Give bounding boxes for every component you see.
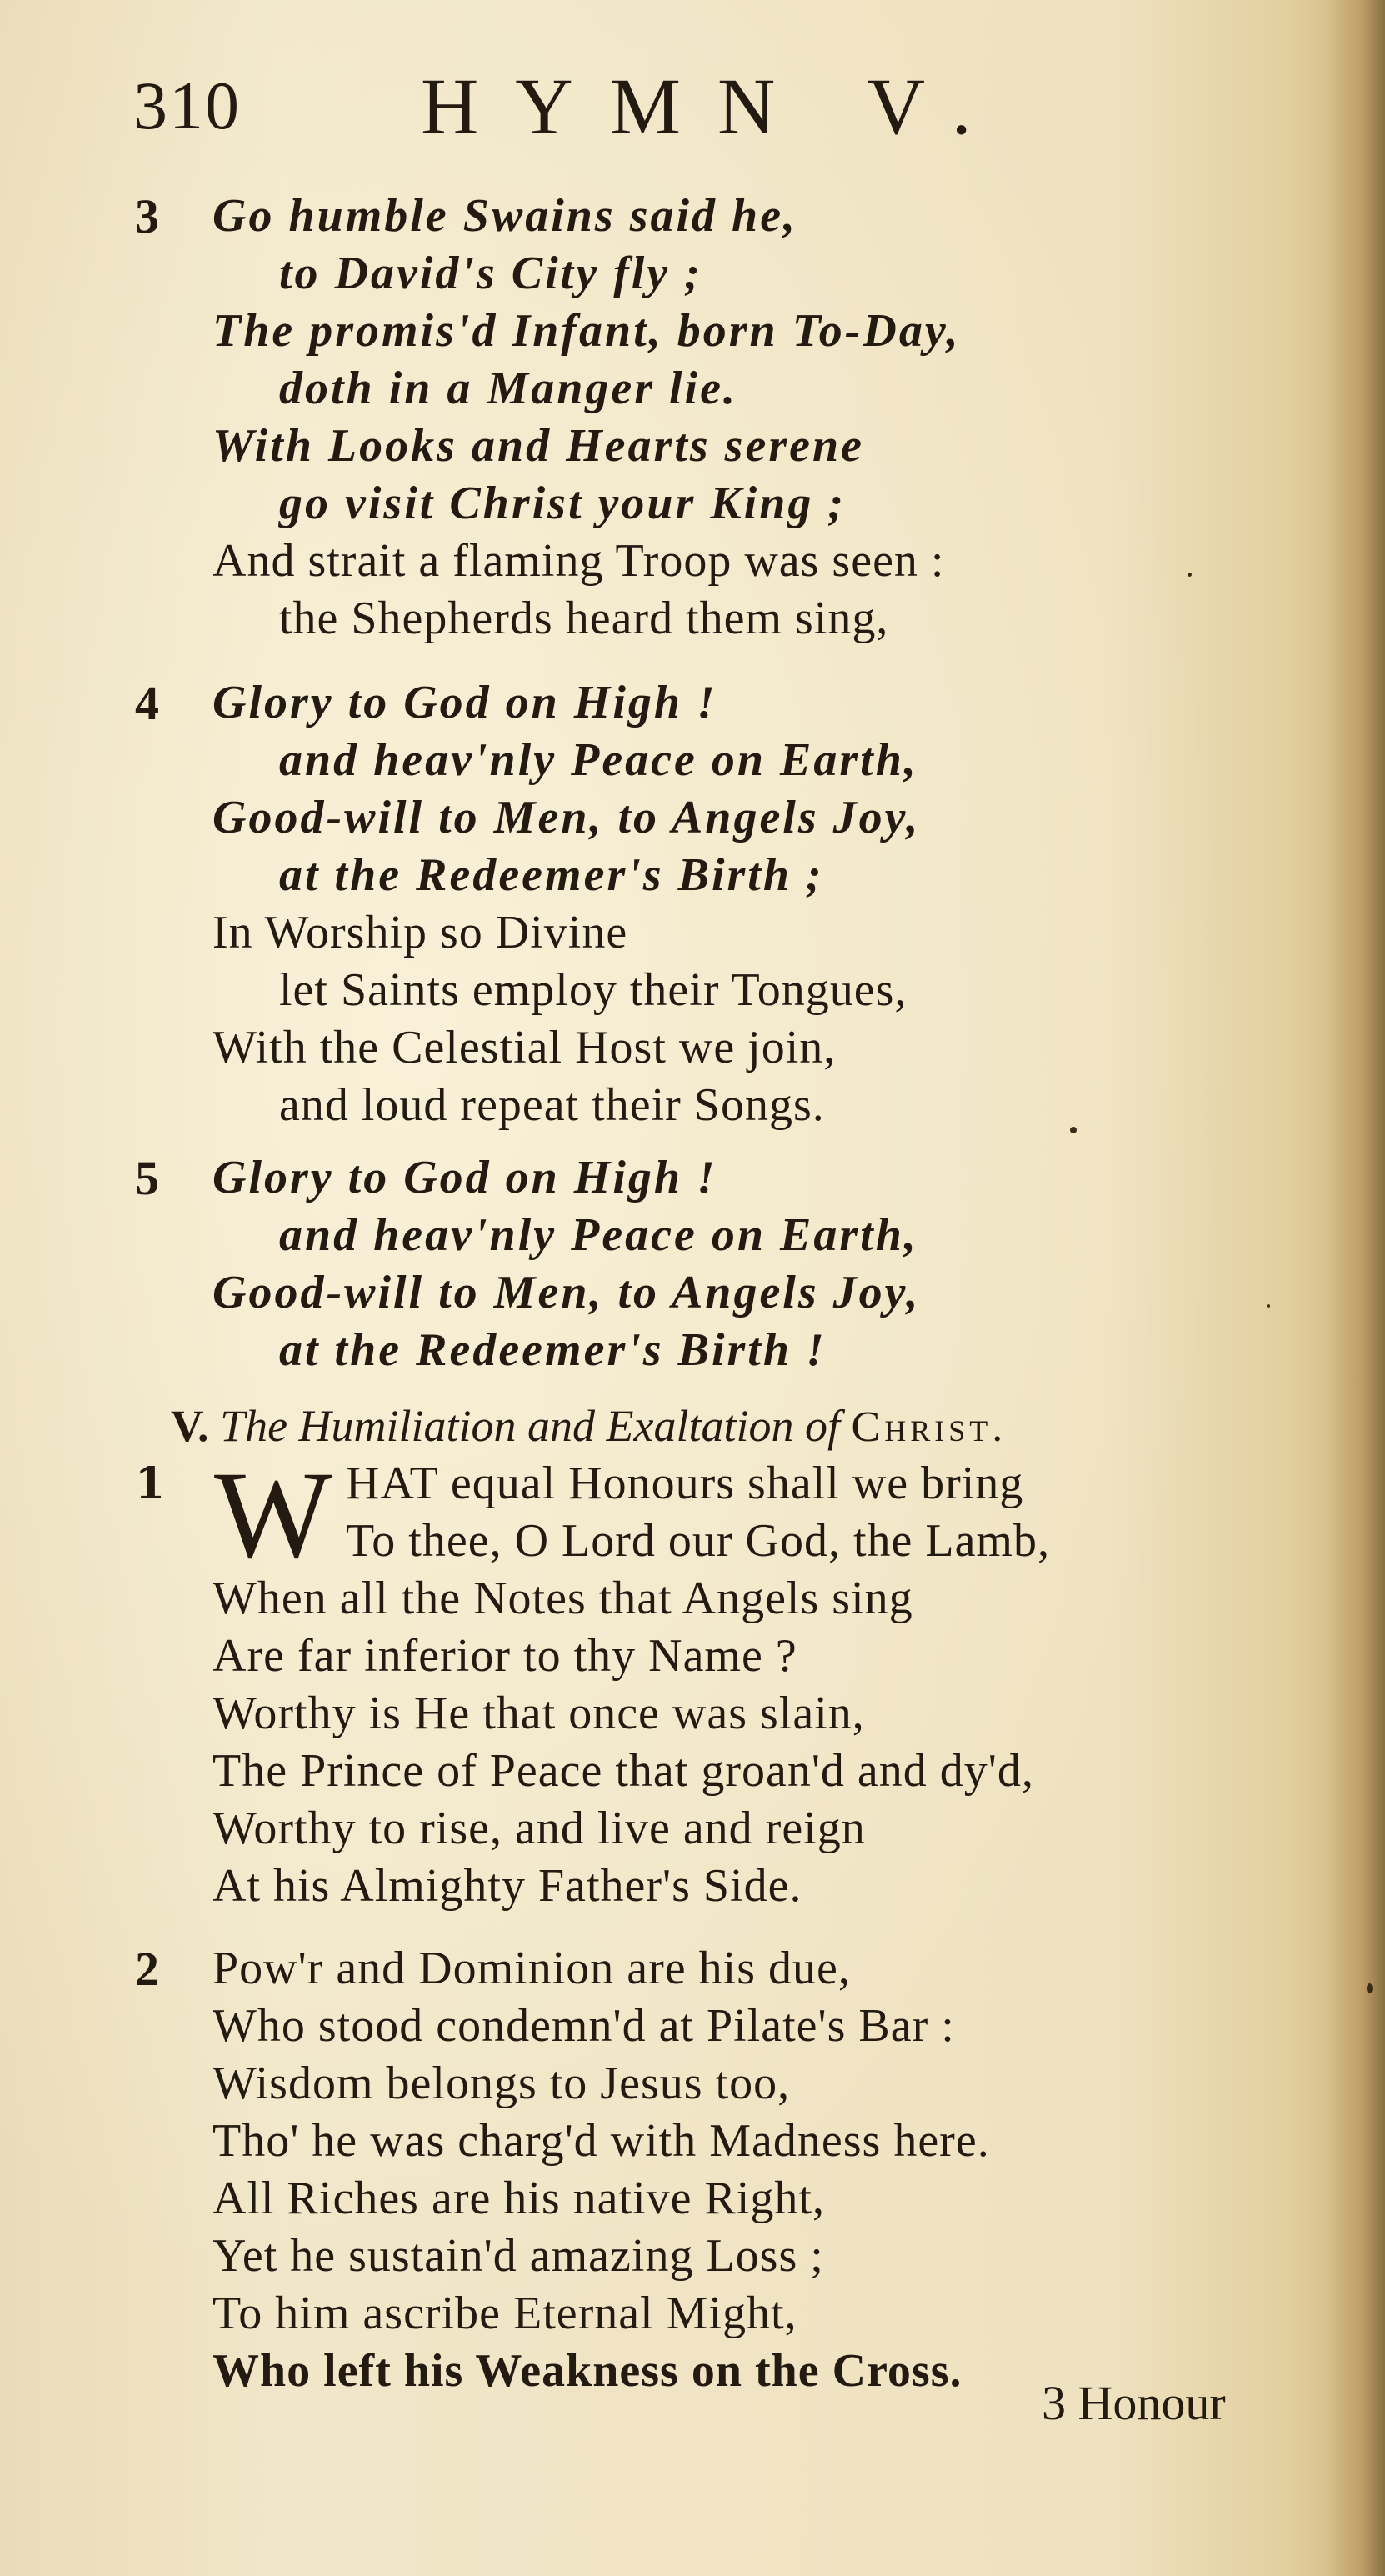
verse-line: Who left his Weakness on the Cross. (212, 2345, 962, 2397)
verse-line: To him ascribe Eternal Might, (212, 2288, 798, 2339)
verse-line: Worthy to rise, and live and reign (212, 1803, 866, 1854)
verse-line: Worthy is He that once was slain, (212, 1688, 865, 1739)
paper-speck (1188, 573, 1192, 577)
verse-line: 3 Go humble Swains said he, (135, 189, 798, 243)
verse-line: go visit Christ your King ; (279, 478, 847, 529)
hymn-text (133, 188, 1317, 2400)
verse-line: at the Redeemer's Birth ; (279, 849, 824, 901)
hymn-title-text: The Humiliation and Exaltation of (220, 1401, 841, 1451)
verse-line: doth in a Manger lie. (279, 363, 738, 414)
verse-line: Wisdom belongs to Jesus too, (212, 2058, 791, 2109)
verse-line: With Looks and Hearts serene (212, 420, 864, 472)
verse-line: HAT equal Honours shall we bring (346, 1458, 1024, 1509)
verse-line: and heav'nly Peace on Earth, (279, 1209, 918, 1261)
catchword: 3 Honour (1042, 2376, 1226, 2430)
hymn-numeral: V. (171, 1401, 209, 1451)
paper-speck (1367, 1983, 1372, 1993)
paper-speck (1267, 1304, 1270, 1308)
page-header (133, 58, 1217, 158)
verse-line: The promis'd Infant, born To-Day, (212, 305, 961, 357)
verse-line: With the Celestial Host we join, (212, 1022, 837, 1073)
hymn-title-name: Christ. (851, 1403, 1008, 1451)
verse-line: All Riches are his native Right, (212, 2173, 825, 2224)
verse-line: In Worship so Divine (212, 907, 628, 958)
stanza-number: 3 (135, 189, 162, 243)
verse-line: Who stood condemn'd at Pilate's Bar : (212, 2000, 955, 2052)
verse-line: Good-will to Men, to Angels Joy, (212, 1267, 921, 1318)
stanza-number: 5 (135, 1151, 162, 1205)
verse-line: The Prince of Peace that groan'd and dy'd, (212, 1745, 1034, 1797)
verse-line: Yet he sustain'd amazing Loss ; (212, 2230, 824, 2282)
verse-line: to David's City fly ; (279, 248, 702, 299)
verse-line: Tho' he was charg'd with Madness here. (212, 2115, 990, 2167)
verse-line: and heav'nly Peace on Earth, (279, 734, 918, 786)
stanza-number: 4 (135, 676, 162, 730)
verse-line: Good-will to Men, to Angels Joy, (212, 792, 921, 843)
verse-line: 5 Glory to God on High ! (135, 1151, 718, 1205)
page-number: 310 (133, 68, 241, 143)
verse-line: When all the Notes that Angels sing (212, 1573, 913, 1624)
verse-line: at the Redeemer's Birth ! (279, 1324, 827, 1376)
verse-line: and loud repeat their Songs. (279, 1079, 825, 1131)
verse-line: Are far inferior to thy Name ? (212, 1630, 798, 1682)
stanza-number: 1 (135, 1458, 166, 1509)
verse-line: At his Almighty Father's Side. (212, 1860, 802, 1912)
verse-line: And strait a flaming Troop was seen : (212, 535, 945, 587)
page-gutter-shadow (1327, 0, 1385, 2576)
stanza-with-drop-cap (133, 1446, 1317, 1584)
verse-line: 4 Glory to God on High ! (135, 676, 718, 730)
verse-line: the Shepherds heard them sing, (279, 593, 889, 644)
paper-speck (1070, 1127, 1077, 1133)
running-head: HYMN V. (421, 62, 1008, 151)
verse-line: To thee, O Lord our God, the Lamb, (346, 1515, 1050, 1567)
verse-line: let Saints employ their Tongues, (279, 964, 908, 1016)
verse-line: 2 Pow'r and Dominion are his due, (135, 1942, 851, 1996)
drop-cap: W (214, 1446, 332, 1584)
stanza-number: 2 (135, 1942, 160, 1996)
